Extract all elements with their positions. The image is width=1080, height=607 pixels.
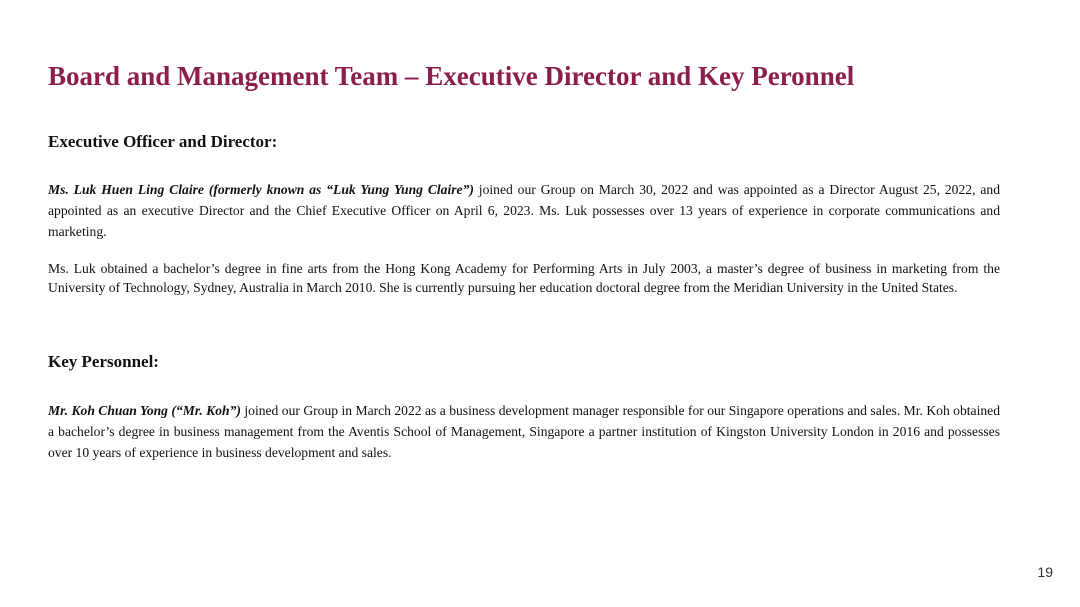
executive-education-paragraph: Ms. Luk obtained a bachelor’s degree in fine arts from the Hong Kong Academy for Performing Arts in July 2003, a master’s degree of business in marketing from the University of Technology, Sydney, Australia in March 2010. She is currently pursuing her education doctoral degree from the Meridian University in the United States. bbox=[48, 261, 1000, 295]
key-personnel-name-lead: Mr. Koh Chuan Yong (“Mr. Koh”) bbox=[48, 403, 241, 418]
executive-bio-paragraph bbox=[48, 179, 1000, 242]
slide-title: Board and Management Team – Executive Director and Key Peronnel bbox=[48, 61, 855, 91]
executive-bio-text: joined our Group on March 30, 2022 and was appointed as a Director August 25, 2022, and appointed as an executive Director and the Chief Executive Officer on April 6, 2023. Ms. Luk possesses over 13 years of experience in corporate communications and marketing. bbox=[48, 182, 1000, 239]
key-personnel-bio-text: joined our Group in March 2022 as a business development manager responsible for our Singapore operations and sales. Mr. Koh obtained a bachelor’s degree in business management from the Aventis School of Management, Singapore a partner institution of Kingston University London in 2016 and possesses over 10 years of experience in business development and sales. bbox=[48, 403, 1000, 460]
executive-name-lead: Ms. Luk Huen Ling Claire (formerly known as “Luk Yung Yung Claire”) bbox=[48, 182, 474, 197]
key-personnel-heading: Key Personnel: bbox=[48, 352, 159, 371]
key-personnel-paragraph bbox=[48, 400, 1000, 463]
page-number: 19 bbox=[1037, 564, 1053, 580]
executive-section-heading: Executive Officer and Director: bbox=[48, 132, 278, 151]
